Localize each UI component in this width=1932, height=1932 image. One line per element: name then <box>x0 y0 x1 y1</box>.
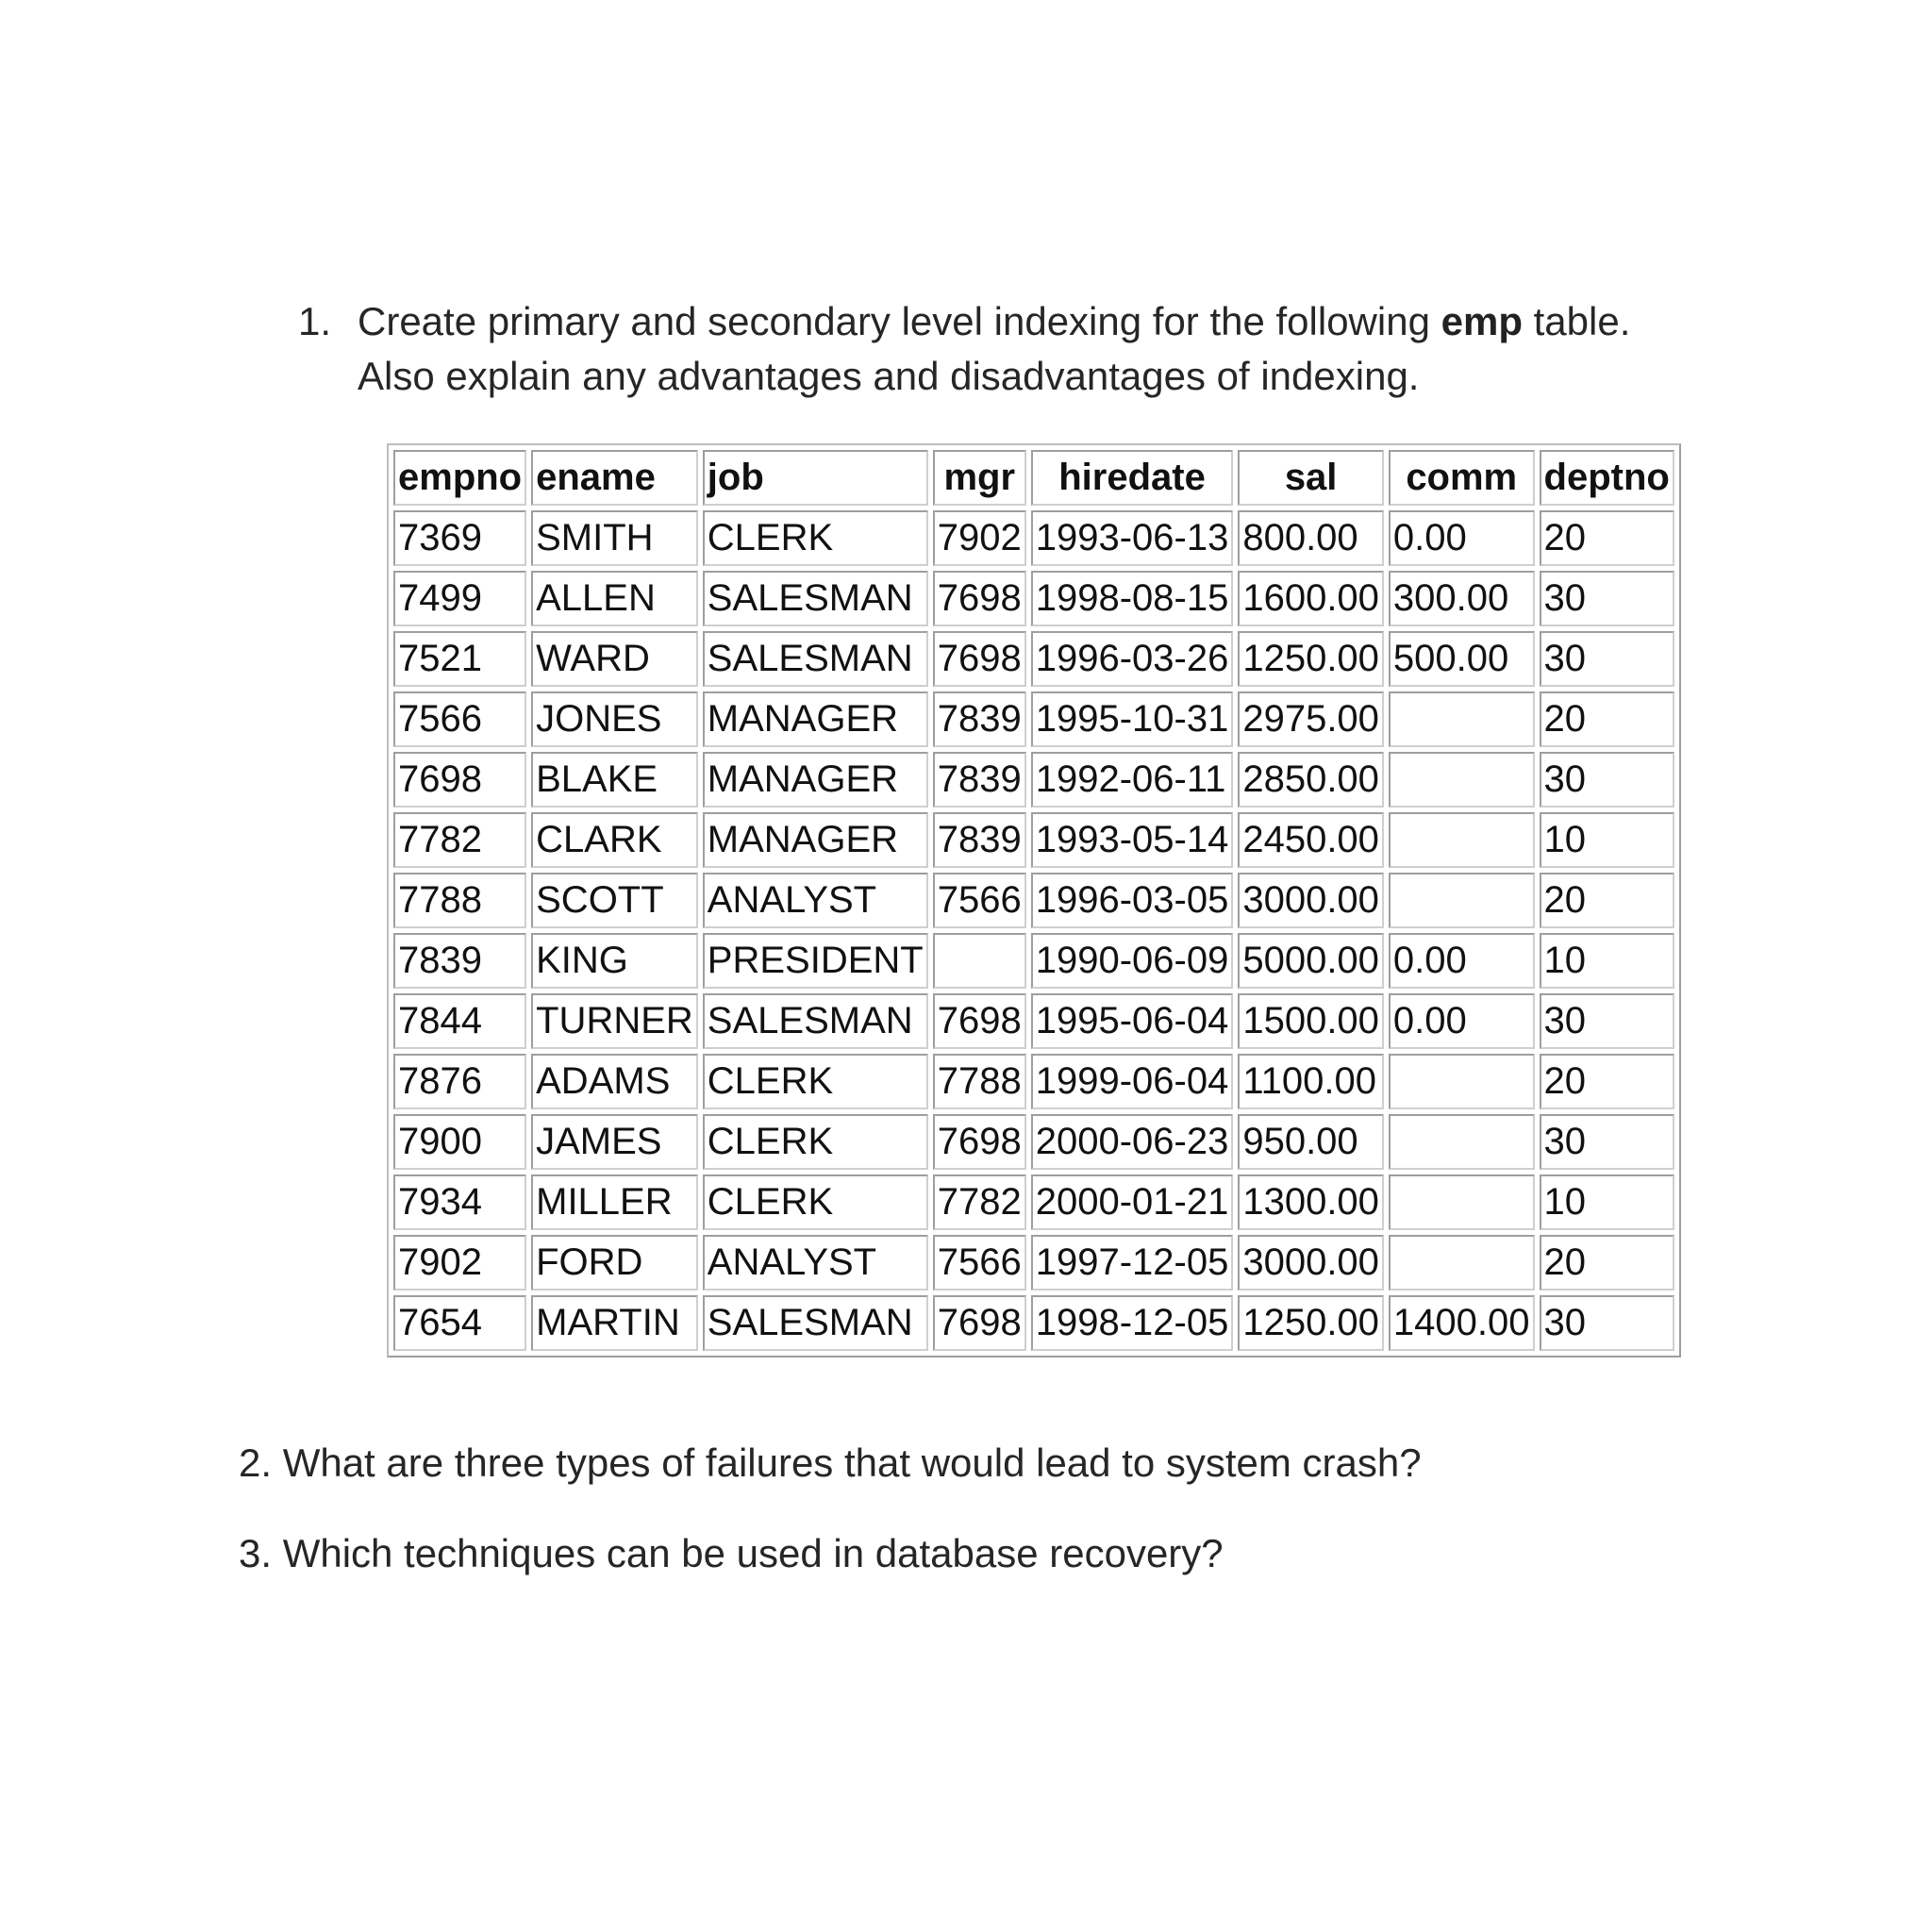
emp-table-header-row <box>393 450 1674 506</box>
cell-hiredate: 1993-05-14 <box>1031 812 1234 868</box>
cell-comm <box>1389 812 1535 868</box>
cell-hiredate: 1997-12-05 <box>1031 1235 1234 1291</box>
cell-hiredate: 1996-03-05 <box>1031 873 1234 928</box>
cell-empno: 7566 <box>393 691 526 747</box>
question-3: 3. Which techniques can be used in database recovery? <box>239 1531 1224 1575</box>
cell-ename: MILLER <box>531 1174 698 1230</box>
cell-hiredate: 1990-06-09 <box>1031 933 1234 989</box>
cell-sal: 1500.00 <box>1238 993 1384 1049</box>
cell-job: PRESIDENT <box>703 933 928 989</box>
question-1-number: 1. <box>298 299 332 343</box>
cell-comm: 0.00 <box>1389 933 1535 989</box>
table-row <box>393 631 1674 687</box>
cell-job: CLERK <box>703 1174 928 1230</box>
cell-hiredate: 1998-12-05 <box>1031 1295 1234 1351</box>
column-header-sal: sal <box>1238 450 1384 506</box>
cell-deptno: 10 <box>1540 1174 1674 1230</box>
cell-ename: JONES <box>531 691 698 747</box>
cell-mgr: 7698 <box>933 1295 1026 1351</box>
cell-sal: 800.00 <box>1238 510 1384 566</box>
table-row <box>393 1114 1674 1170</box>
cell-empno: 7876 <box>393 1054 526 1109</box>
cell-ename: FORD <box>531 1235 698 1291</box>
cell-mgr: 7566 <box>933 873 1026 928</box>
cell-mgr: 7788 <box>933 1054 1026 1109</box>
cell-deptno: 20 <box>1540 691 1674 747</box>
cell-sal: 5000.00 <box>1238 933 1384 989</box>
cell-comm <box>1389 1114 1535 1170</box>
cell-mgr: 7782 <box>933 1174 1026 1230</box>
cell-comm <box>1389 873 1535 928</box>
cell-ename: WARD <box>531 631 698 687</box>
cell-ename: ADAMS <box>531 1054 698 1109</box>
table-row <box>393 933 1674 989</box>
table-row <box>393 993 1674 1049</box>
cell-deptno: 30 <box>1540 1295 1674 1351</box>
cell-mgr: 7839 <box>933 691 1026 747</box>
cell-deptno: 30 <box>1540 571 1674 626</box>
cell-ename: TURNER <box>531 993 698 1049</box>
cell-comm: 0.00 <box>1389 993 1535 1049</box>
cell-empno: 7654 <box>393 1295 526 1351</box>
cell-sal: 1600.00 <box>1238 571 1384 626</box>
cell-sal: 2975.00 <box>1238 691 1384 747</box>
question-1-line-2: Also explain any advantages and disadvantages of indexing. <box>358 354 1420 398</box>
cell-job: SALESMAN <box>703 1295 928 1351</box>
cell-empno: 7698 <box>393 752 526 808</box>
table-row <box>393 873 1674 928</box>
cell-comm <box>1389 1174 1535 1230</box>
cell-empno: 7782 <box>393 812 526 868</box>
cell-ename: JAMES <box>531 1114 698 1170</box>
cell-deptno: 30 <box>1540 752 1674 808</box>
cell-hiredate: 1992-06-11 <box>1031 752 1234 808</box>
cell-empno: 7369 <box>393 510 526 566</box>
cell-job: SALESMAN <box>703 571 928 626</box>
cell-mgr: 7698 <box>933 993 1026 1049</box>
cell-mgr: 7698 <box>933 631 1026 687</box>
cell-job: MANAGER <box>703 812 928 868</box>
cell-comm: 1400.00 <box>1389 1295 1535 1351</box>
cell-deptno: 10 <box>1540 812 1674 868</box>
cell-deptno: 30 <box>1540 1114 1674 1170</box>
question-1 <box>298 294 1694 404</box>
cell-job: MANAGER <box>703 752 928 808</box>
cell-sal: 1250.00 <box>1238 1295 1384 1351</box>
cell-empno: 7844 <box>393 993 526 1049</box>
cell-empno: 7902 <box>393 1235 526 1291</box>
question-1-line-1-prefix: Create primary and secondary level indexing for the following <box>358 299 1441 343</box>
cell-comm: 0.00 <box>1389 510 1535 566</box>
cell-job: CLERK <box>703 1114 928 1170</box>
cell-hiredate: 1995-06-04 <box>1031 993 1234 1049</box>
cell-ename: SCOTT <box>531 873 698 928</box>
column-header-ename: ename <box>531 450 698 506</box>
cell-deptno: 10 <box>1540 933 1674 989</box>
cell-hiredate: 1998-08-15 <box>1031 571 1234 626</box>
emp-table-body <box>393 510 1674 1351</box>
cell-ename: SMITH <box>531 510 698 566</box>
cell-job: MANAGER <box>703 691 928 747</box>
cell-empno: 7788 <box>393 873 526 928</box>
column-header-mgr: mgr <box>933 450 1026 506</box>
cell-mgr <box>933 933 1026 989</box>
question-1-line-1-suffix: table. <box>1522 299 1631 343</box>
cell-mgr: 7902 <box>933 510 1026 566</box>
table-row <box>393 1295 1674 1351</box>
table-row <box>393 1054 1674 1109</box>
cell-mgr: 7698 <box>933 571 1026 626</box>
cell-empno: 7499 <box>393 571 526 626</box>
cell-deptno: 20 <box>1540 1054 1674 1109</box>
question-1-line-1 <box>358 294 1694 349</box>
cell-sal: 2450.00 <box>1238 812 1384 868</box>
cell-mgr: 7839 <box>933 812 1026 868</box>
cell-empno: 7934 <box>393 1174 526 1230</box>
cell-job: ANALYST <box>703 873 928 928</box>
cell-ename: BLAKE <box>531 752 698 808</box>
cell-hiredate: 1993-06-13 <box>1031 510 1234 566</box>
cell-comm: 300.00 <box>1389 571 1535 626</box>
table-row <box>393 1235 1674 1291</box>
question-1-table-name: emp <box>1441 299 1523 343</box>
cell-sal: 3000.00 <box>1238 873 1384 928</box>
column-header-deptno: deptno <box>1540 450 1674 506</box>
cell-sal: 1100.00 <box>1238 1054 1384 1109</box>
column-header-comm: comm <box>1389 450 1535 506</box>
table-row <box>393 510 1674 566</box>
cell-deptno: 20 <box>1540 873 1674 928</box>
cell-job: CLERK <box>703 510 928 566</box>
table-row <box>393 812 1674 868</box>
table-row <box>393 752 1674 808</box>
cell-deptno: 20 <box>1540 1235 1674 1291</box>
cell-deptno: 20 <box>1540 510 1674 566</box>
cell-empno: 7521 <box>393 631 526 687</box>
cell-job: ANALYST <box>703 1235 928 1291</box>
cell-comm <box>1389 1235 1535 1291</box>
table-row <box>393 1174 1674 1230</box>
table-row <box>393 571 1674 626</box>
question-2: 2. What are three types of failures that would lead to system crash? <box>239 1441 1422 1485</box>
emp-table <box>387 443 1681 1357</box>
cell-sal: 950.00 <box>1238 1114 1384 1170</box>
cell-hiredate: 1995-10-31 <box>1031 691 1234 747</box>
cell-ename: ALLEN <box>531 571 698 626</box>
cell-sal: 1300.00 <box>1238 1174 1384 1230</box>
cell-comm <box>1389 752 1535 808</box>
cell-mgr: 7566 <box>933 1235 1026 1291</box>
cell-job: SALESMAN <box>703 631 928 687</box>
cell-hiredate: 1999-06-04 <box>1031 1054 1234 1109</box>
cell-hiredate: 2000-06-23 <box>1031 1114 1234 1170</box>
cell-job: SALESMAN <box>703 993 928 1049</box>
table-row <box>393 691 1674 747</box>
cell-empno: 7839 <box>393 933 526 989</box>
cell-comm <box>1389 691 1535 747</box>
cell-sal: 1250.00 <box>1238 631 1384 687</box>
cell-deptno: 30 <box>1540 631 1674 687</box>
cell-mgr: 7839 <box>933 752 1026 808</box>
column-header-empno: empno <box>393 450 526 506</box>
cell-ename: MARTIN <box>531 1295 698 1351</box>
cell-empno: 7900 <box>393 1114 526 1170</box>
column-header-job: job <box>703 450 928 506</box>
cell-sal: 2850.00 <box>1238 752 1384 808</box>
cell-hiredate: 1996-03-26 <box>1031 631 1234 687</box>
cell-comm <box>1389 1054 1535 1109</box>
cell-ename: CLARK <box>531 812 698 868</box>
cell-comm: 500.00 <box>1389 631 1535 687</box>
column-header-hiredate: hiredate <box>1031 450 1234 506</box>
cell-deptno: 30 <box>1540 993 1674 1049</box>
cell-mgr: 7698 <box>933 1114 1026 1170</box>
cell-ename: KING <box>531 933 698 989</box>
cell-job: CLERK <box>703 1054 928 1109</box>
cell-hiredate: 2000-01-21 <box>1031 1174 1234 1230</box>
question-1-text <box>358 294 1694 404</box>
cell-sal: 3000.00 <box>1238 1235 1384 1291</box>
